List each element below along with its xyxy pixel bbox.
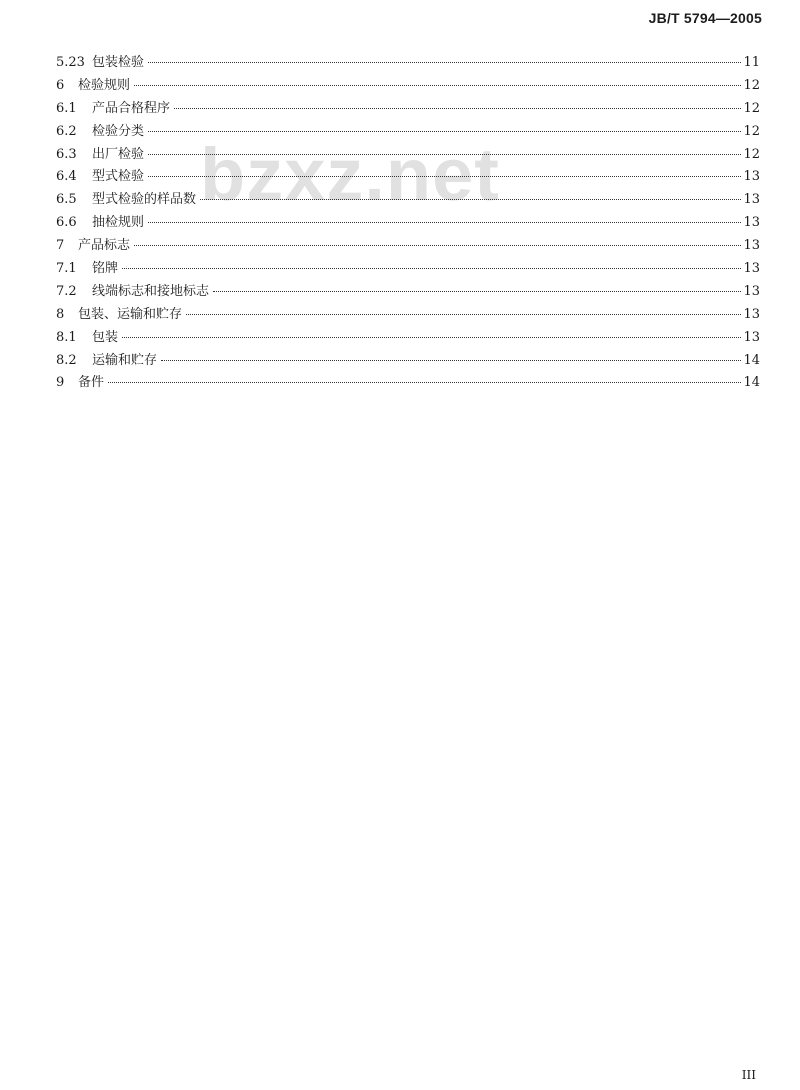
toc-entry-page: 13: [743, 238, 760, 254]
toc-entry: [56, 121, 760, 144]
toc-entry: [56, 166, 760, 189]
toc-entry: [56, 372, 760, 395]
toc-entry-page: 13: [743, 329, 760, 345]
table-of-contents: [56, 52, 760, 395]
toc-entry: [56, 350, 760, 373]
toc-entry-number: 6: [56, 77, 65, 93]
toc-dot-leader: [161, 360, 741, 361]
toc-entry-number: 6.3: [56, 146, 77, 162]
toc-entry-page: 12: [743, 100, 760, 116]
toc-entry: [56, 281, 760, 304]
toc-entry: [56, 75, 760, 98]
toc-entry-title: 型式检验的样品数: [92, 192, 197, 208]
toc-entry-title: 检验规则: [78, 77, 131, 93]
toc-entry: [56, 327, 760, 350]
toc-dot-leader: [148, 222, 741, 223]
toc-entry-title: 产品标志: [78, 238, 131, 254]
toc-entry-page: 13: [743, 261, 760, 277]
toc-entry-number: 7: [56, 238, 65, 254]
toc-entry-title: 抽检规则: [92, 215, 145, 231]
toc-entry-page: 12: [743, 146, 760, 162]
toc-entry-title: 包装: [92, 329, 119, 345]
toc-entry-number: 8.1: [56, 329, 77, 345]
toc-entry-page: 14: [743, 375, 760, 391]
toc-dot-leader: [148, 176, 741, 177]
toc-entry: [56, 212, 760, 235]
toc-entry-page: 13: [743, 215, 760, 231]
toc-entry: [56, 258, 760, 281]
toc-dot-leader: [148, 131, 741, 132]
toc-entry-title: 运输和贮存: [92, 352, 158, 368]
toc-entry-number: 6.6: [56, 215, 77, 231]
toc-dot-leader: [200, 199, 741, 200]
toc-entry-page: 12: [743, 123, 760, 139]
toc-entry-page: 14: [743, 352, 760, 368]
toc-entry-number: 8.2: [56, 352, 77, 368]
toc-entry-title: 型式检验: [92, 169, 145, 185]
toc-entry-title: 出厂检验: [92, 146, 145, 162]
toc-entry-title: 包装、运输和贮存: [78, 306, 183, 322]
toc-entry-title: 产品合格程序: [92, 100, 171, 116]
toc-entry-title: 备件: [78, 375, 105, 391]
toc-entry: [56, 304, 760, 327]
toc-dot-leader: [213, 291, 741, 292]
toc-entry-number: 5.23: [56, 55, 85, 70]
toc-entry-page: 13: [743, 192, 760, 208]
toc-dot-leader: [148, 62, 741, 63]
standard-code-header: JB/T 5794—2005: [648, 10, 762, 26]
toc-entry-page: 13: [743, 283, 760, 299]
toc-dot-leader: [122, 337, 741, 338]
toc-entry: [56, 98, 760, 121]
toc-entry: [56, 144, 760, 167]
toc-dot-leader: [134, 85, 741, 86]
toc-entry-page: 12: [743, 77, 760, 93]
toc-entry: [56, 189, 760, 212]
toc-entry-number: 6.2: [56, 123, 77, 139]
toc-entry-number: 6.4: [56, 169, 77, 185]
toc-entry-title: 检验分类: [92, 123, 145, 139]
toc-entry-page: 13: [743, 306, 760, 322]
toc-entry-number: 7.2: [56, 283, 77, 299]
toc-entry: [56, 52, 760, 75]
toc-entry-page: 13: [743, 169, 760, 185]
toc-entry-number: 6.1: [56, 100, 77, 116]
toc-entry-title: 铭牌: [92, 261, 119, 277]
toc-entry-number: 7.1: [56, 261, 77, 277]
toc-entry-number: 6.5: [56, 192, 77, 208]
toc-dot-leader: [186, 314, 741, 315]
toc-dot-leader: [148, 154, 741, 155]
toc-entry-title: 线端标志和接地标志: [92, 283, 210, 299]
watermark: bzxz.net: [200, 133, 500, 216]
toc-dot-leader: [122, 268, 741, 269]
toc-dot-leader: [108, 382, 741, 383]
page-number: III: [741, 1068, 756, 1082]
toc-entry-page: 11: [743, 55, 760, 70]
toc-dot-leader: [174, 108, 741, 109]
toc-entry: [56, 235, 760, 258]
toc-entry-number: 8: [56, 306, 65, 322]
toc-entry-title: 包装检验: [92, 55, 145, 70]
toc-entry-number: 9: [56, 375, 65, 391]
toc-dot-leader: [134, 245, 741, 246]
